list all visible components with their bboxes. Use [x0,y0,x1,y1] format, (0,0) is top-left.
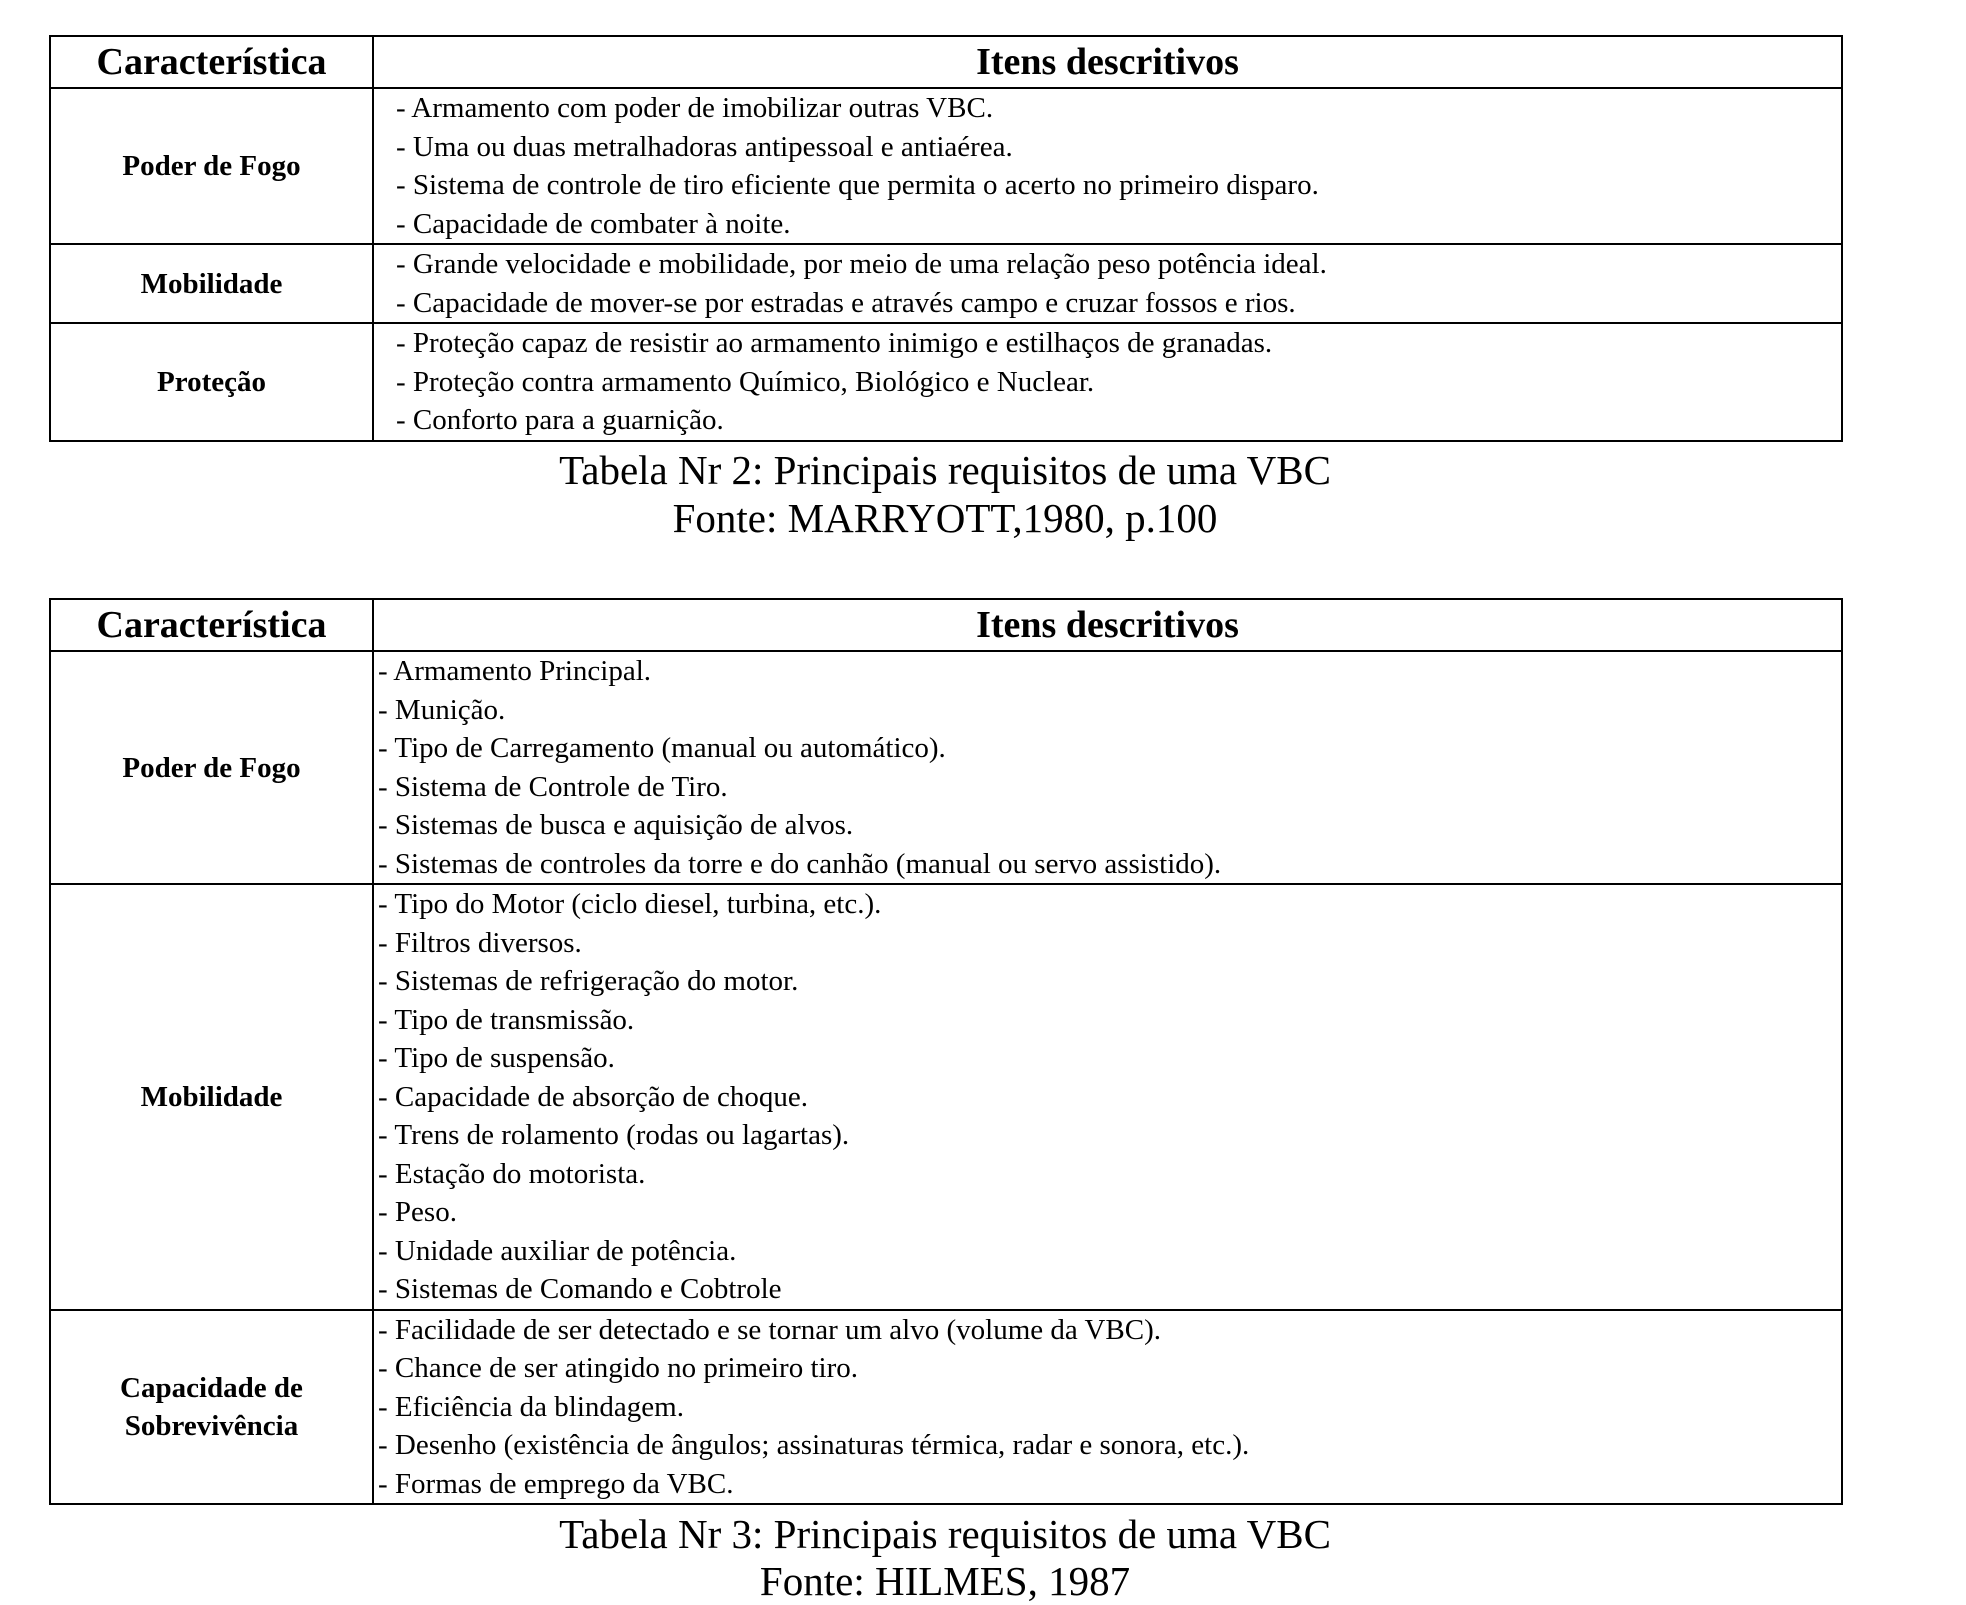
table-row [50,1310,1842,1505]
table-caption: Tabela Nr 3: Principais requisitos de uma VBC [559,1511,1331,1557]
list-item: - Estação do motorista. [378,1157,646,1190]
list-item: - Sistemas de Comando e Cobtrole [378,1273,782,1305]
items-cell [373,1310,1842,1505]
items-cell [373,884,1842,1310]
list-item: - Tipo do Motor (ciclo diesel, turbina, etc.). [378,888,882,920]
list-item: - Armamento com poder de imobilizar outras VBC. [396,92,994,124]
requirements-table-3 [49,598,1843,1505]
list-item: - Trens de rolamento (rodas ou lagartas). [378,1119,850,1151]
list-item: - Desenho (existência de ângulos; assinaturas térmica, radar e sonora, etc.). [378,1429,1250,1461]
list-item: - Munição. [378,693,506,726]
list-item: - Sistema de Controle de Tiro. [378,770,728,803]
list-item: - Capacidade de combater à noite. [396,207,791,240]
list-item: - Peso. [378,1196,457,1228]
characteristic-cell: Poder de Fogo [50,651,373,884]
table-row [50,323,1842,441]
characteristic-cell: Capacidade de Sobrevivência [50,1310,373,1505]
table-row [50,884,1842,1310]
table-source: Fonte: HILMES, 1987 [759,1558,1131,1604]
table-header-row [50,599,1842,651]
column-header-items: Itens descritivos [373,36,1842,88]
list-item: - Proteção contra armamento Químico, Biológico e Nuclear. [396,365,1095,398]
list-item: - Chance de ser atingido no primeiro tiro. [378,1352,858,1384]
list-item: - Facilidade de ser detectado e se tornar um alvo (volume da VBC). [378,1313,1162,1346]
list-item: - Unidade auxiliar de potência. [378,1234,737,1267]
table-source: Fonte: MARRYOTT,1980, p.100 [672,495,1218,541]
characteristic-cell: Mobilidade [50,884,373,1310]
list-item: - Grande velocidade e mobilidade, por meio de uma relação peso potência ideal. [396,248,1327,280]
characteristic-cell: Mobilidade [50,244,373,323]
list-item: - Sistemas de refrigeração do motor. [378,965,799,997]
list-item: - Formas de emprego da VBC. [378,1467,734,1500]
list-item: - Tipo de Carregamento (manual ou automático). [378,732,946,764]
list-item: - Sistemas de busca e aquisição de alvos. [378,809,854,841]
list-item: - Uma ou duas metralhadoras antipessoal e antiaérea. [396,130,1013,163]
column-header-characteristic: Característica [50,36,373,88]
list-item: - Conforto para a guarnição. [396,404,724,436]
items-cell [373,244,1842,323]
table-row [50,651,1842,884]
column-header-characteristic: Característica [50,599,373,651]
column-header-items: Itens descritivos [373,599,1842,651]
items-cell [373,651,1842,884]
list-item: - Tipo de suspensão. [378,1042,615,1074]
list-item: - Sistemas de controles da torre e do canhão (manual ou servo assistido). [378,847,1222,880]
list-item: - Sistema de controle de tiro eficiente que permita o acerto no primeiro disparo. [396,169,1319,201]
requirements-table-2 [49,35,1843,442]
list-item: - Capacidade de mover-se por estradas e através campo e cruzar fossos e rios. [396,286,1296,319]
characteristic-cell: Poder de Fogo [50,88,373,244]
list-item: - Armamento Principal. [378,655,652,687]
table-row [50,88,1842,244]
table-row [50,244,1842,323]
list-item: - Capacidade de absorção de choque. [378,1080,808,1113]
items-cell [373,323,1842,441]
list-item: - Eficiência da blindagem. [378,1390,684,1423]
list-item: - Tipo de transmissão. [378,1003,635,1036]
list-item: - Filtros diversos. [378,926,582,959]
list-item: - Proteção capaz de resistir ao armamento inimigo e estilhaços de granadas. [396,327,1273,359]
items-cell [373,88,1842,244]
characteristic-cell: Proteção [50,323,373,441]
table-header-row [50,36,1842,88]
table-caption: Tabela Nr 2: Principais requisitos de uma VBC [559,447,1331,493]
